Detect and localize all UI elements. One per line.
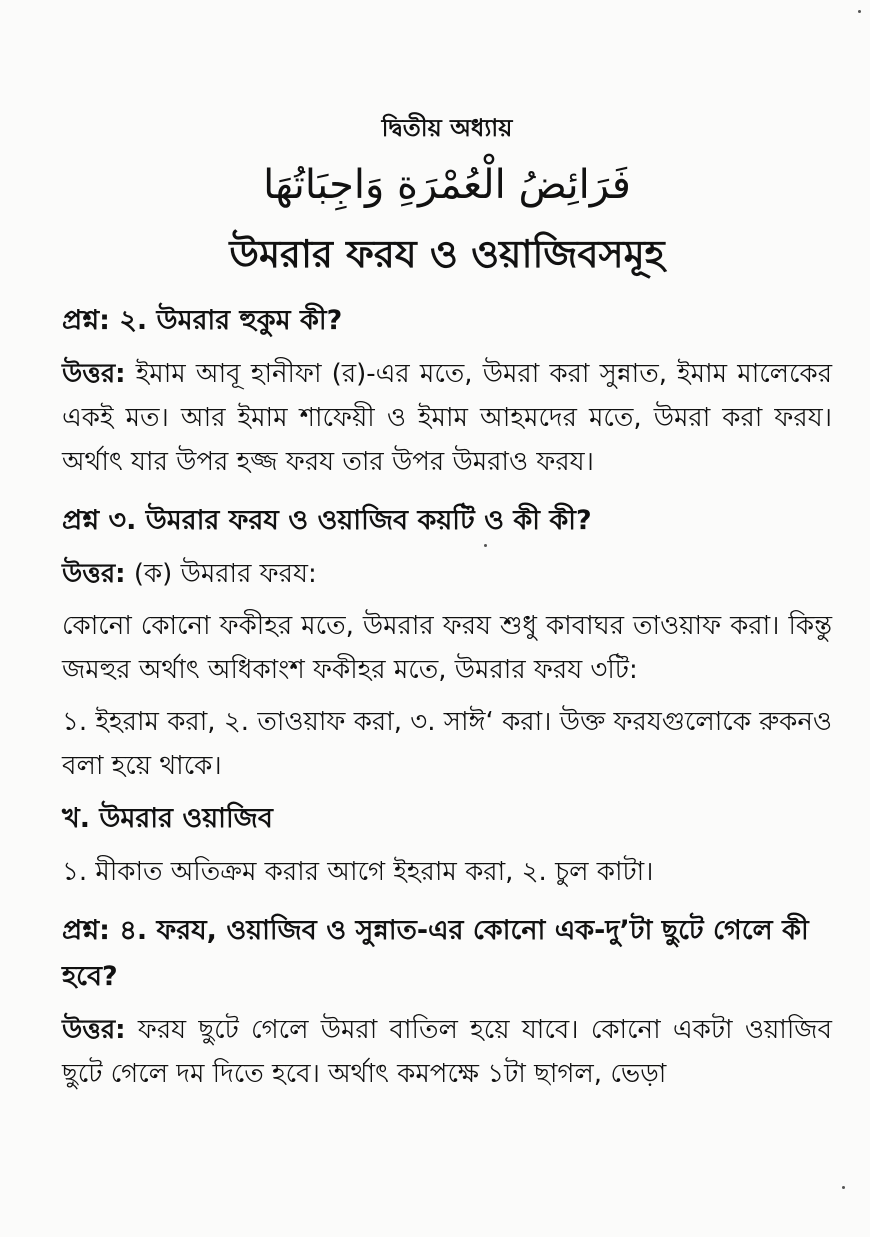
sub-heading-wajib: খ. উমরার ওয়াজিব (62, 803, 273, 834)
arabic-title: فَرَائِضُ الْعُمْرَةِ وَاجِبَاتُهَا (263, 162, 631, 208)
answer-label: উত্তর: (62, 1015, 126, 1045)
answer-3-text: (ক) উমরার ফরয: (125, 559, 317, 589)
paragraph-fard-list: ১. ইহরাম করা, ২. তাওয়াফ করা, ৩. সাঈ‘ করা। উক্ত ফরযগুলোকে রুকনও বলা হয়ে থাকে। (62, 707, 832, 781)
question-2: প্রশ্ন: ২. উমরার হুকুম কী? (62, 305, 343, 336)
question-4: প্রশ্ন: ৪. ফরয, ওয়াজিব ও সুন্নাত-এর কোনো এক-দু’টা ছুটে গেলে কী হবে? (62, 915, 809, 992)
main-title: উমরার ফরয ও ওয়াজিবসমূহ (229, 232, 665, 276)
scan-speck (484, 544, 487, 547)
answer-4 (62, 1008, 832, 1096)
answer-label: উত্তর: (62, 559, 126, 589)
answer-2 (62, 352, 832, 484)
answer-4-text: ফরয ছুটে গেলে উমরা বাতিল হয়ে যাবে। কোনো একটা ওয়াজিব ছুটে গেলে দম দিতে হবে। অর্থাৎ কমপক্ষে ১টা ছাগল, ভেড়া (62, 1015, 832, 1089)
question-3: প্রশ্ন ৩. উমরার ফরয ও ওয়াজিব কয়টি ও কী কী? (62, 505, 592, 536)
scan-speck (858, 10, 861, 13)
answer-label: উত্তর: (62, 359, 126, 389)
scan-speck (842, 1186, 845, 1189)
answer-2-text: ইমাম আবূ হানীফা (র)-এর মতে, উমরা করা সুন্নাত, ইমাম মালেকের একই মত। আর ইমাম শাফেয়ী ও ইমাম আহমদের মতে, উমরা করা ফরয। অর্থাৎ যার উপর হজ্জ ফরয তার উপর উমরাও ফরয। (62, 359, 832, 477)
paragraph-wajib-list: ১. মীকাত অতিক্রম করার আগে ইহরাম করা, ২. চুল কাটা। (62, 857, 654, 887)
chapter-heading: দ্বিতীয় অধ্যায় (381, 114, 513, 142)
answer-3 (62, 552, 832, 596)
paragraph-fard-opinions: কোনো কোনো ফকীহর মতে, উমরার ফরয শুধু কাবাঘর তাওয়াফ করা। কিন্তু জমহুর অর্থাৎ অধিকাংশ ফকীহর মতে, উমরার ফরয ৩টি: (62, 611, 832, 685)
